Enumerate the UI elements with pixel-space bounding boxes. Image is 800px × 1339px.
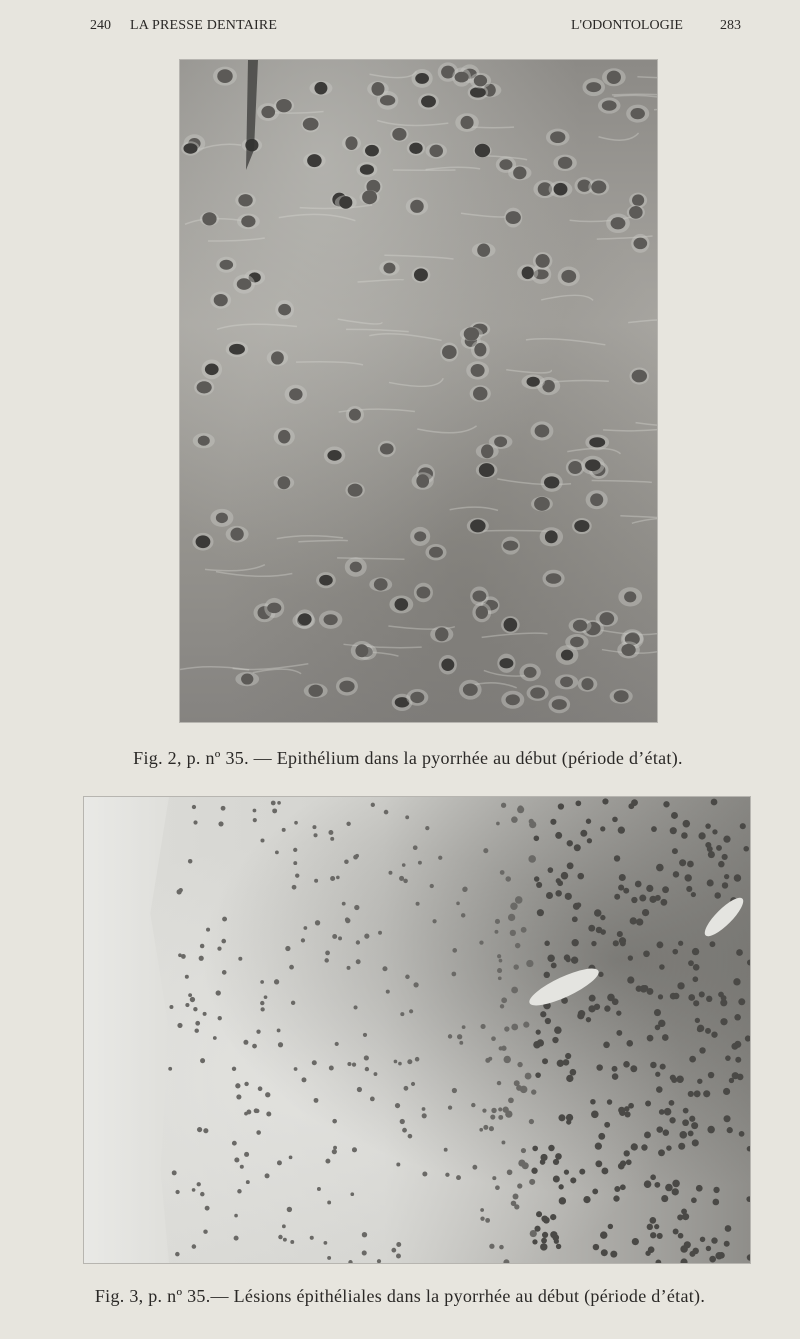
figure-3-cells <box>84 797 750 1263</box>
page-number-left: 240 <box>90 18 111 33</box>
figure-2-caption: Fig. 2, p. nº 35. — Epithélium dans la pyorrhée au début (période d’état). <box>133 748 683 768</box>
running-title-left: LA PRESSE DENTAIRE <box>130 18 278 33</box>
figure-2-micrograph <box>180 60 657 722</box>
figure-3-caption: Fig. 3, p. nº 35.— Lésions épithéliales dans la pyorrhée au début (période d’état). <box>94 1286 706 1306</box>
page-number-right: 283 <box>720 18 741 33</box>
page-header <box>0 18 800 42</box>
nuclei-group <box>168 798 750 1263</box>
figure-3-micrograph <box>84 797 750 1263</box>
running-title-right: L'ODONTOLOGIE <box>571 18 683 33</box>
figure-2-cells <box>180 60 657 722</box>
nuclei-group <box>180 62 657 713</box>
